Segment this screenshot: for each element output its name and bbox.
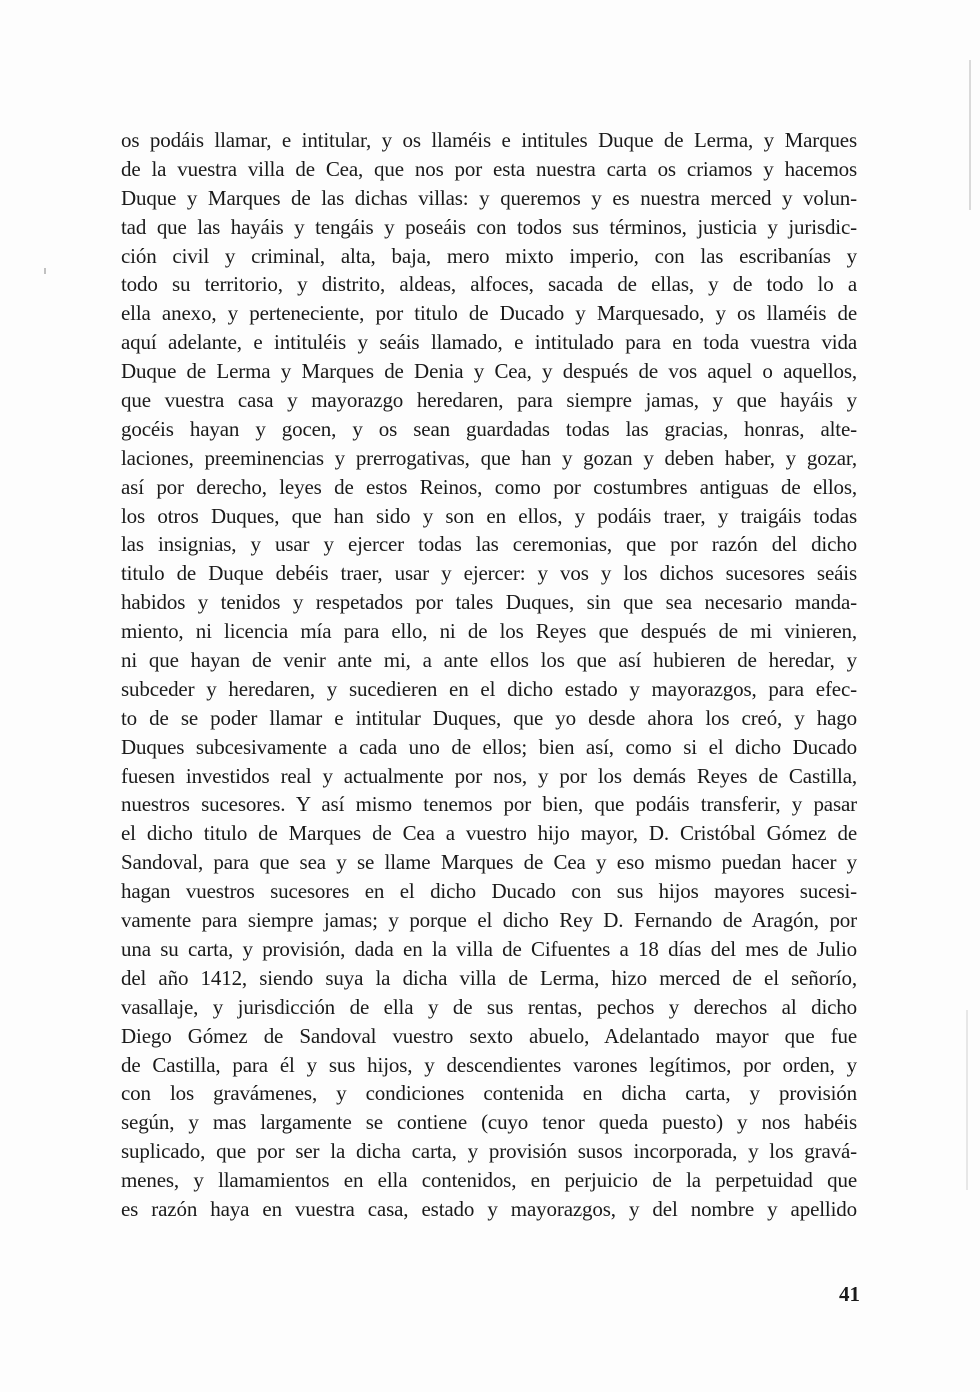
text-line: Diego Gómez de Sandoval vuestro sexto abuelo, Adelantado mayor que fue [121, 1023, 857, 1048]
text-line: vamente para siempre jamas; y porque el dicho Rey D. Fernando de Aragón, por [121, 908, 857, 933]
text-line: titulo de Duque debéis traer, usar y ejercer: y vos y los dichos sucesores seáis [121, 561, 857, 586]
text-line: laciones, preeminencias y prerrogativas, que han y gozan y deben haber, y gozar, [121, 445, 857, 470]
text-line: os podáis llamar, e intitular, y os llaméis e intitules Duque de Lerma, y Marques [121, 128, 857, 152]
text-line: ella anexo, y perteneciente, por titulo de Ducado y Marquesado, y os llaméis de [121, 301, 857, 326]
text-line: menes, y llamamientos en ella contenidos, en perjuicio de la perpetuidad que [121, 1168, 857, 1193]
text-line: fuesen investidos real y actualmente por nos, y por los demás Reyes de Castilla, [121, 763, 857, 788]
text-line: hagan vuestros sucesores en el dicho Ducado con sus hijos mayores sucesi- [121, 879, 857, 904]
text-line: ción civil y criminal, alta, baja, mero mixto imperio, con las escribanías y [121, 243, 857, 268]
text-line: tad que las hayáis y tengáis y poseáis con todos sus términos, justicia y jurisdic- [121, 214, 857, 239]
scan-edge-shadow [969, 60, 971, 210]
text-line: suplicado, que por ser la dicha carta, y provisión susos incorporada, y los gravá- [121, 1139, 857, 1164]
text-line: una su carta, y provisión, dada en la villa de Cifuentes a 18 días del mes de Julio [121, 936, 857, 961]
text-line: Sandoval, para que sea y se llame Marques de Cea y eso mismo puedan hacer y [121, 850, 857, 875]
text-line: de Castilla, para él y sus hijos, y descendientes varones legítimos, por orden, y [121, 1052, 857, 1077]
text-line: ni que hayan de venir ante mi, a ante ellos los que así hubieren de heredar, y [121, 648, 857, 673]
text-line: así por derecho, leyes de estos Reinos, como por costumbres antiguas de ellos, [121, 474, 857, 499]
text-line: que vuestra casa y mayorazgo heredaren, para siempre jamas, y que hayáis y [121, 388, 857, 413]
text-line: gocéis hayan y gocen, y os sean guardadas todas las gracias, honras, alte- [121, 416, 857, 441]
text-line: Duque de Lerma y Marques de Denia y Cea, y después de vos aquel o aquellos, [121, 359, 857, 384]
text-line: los otros Duques, que han sido y son en ellos, y podáis traer, y traigáis todas [121, 503, 857, 528]
text-line: del año 1412, siendo suya la dicha villa de Lerma, hizo merced de el señorío, [121, 965, 857, 990]
text-line: nuestros sucesores. Y así mismo tenemos por bien, que podáis transferir, y pasar [121, 792, 857, 817]
text-line: de la vuestra villa de Cea, que nos por esta nuestra carta os criamos y hacemos [121, 156, 857, 181]
text-line: aquí adelante, e intituléis y seáis llamado, e intitulado para en toda vuestra vida [121, 330, 857, 355]
text-line: todo su territorio, y distrito, aldeas, alfoces, sacada de ellas, y de todo lo a [121, 272, 857, 297]
scan-speck [44, 268, 46, 274]
text-line: las insignias, y usar y ejercer todas las ceremonias, que por razón del dicho [121, 532, 857, 557]
text-line: to de se poder llamar e intitular Duques, que yo desde ahora los creó, y hago [121, 705, 857, 730]
text-line: vasallaje, y jurisdicción de ella y de sus rentas, pechos y derechos al dicho [121, 994, 857, 1019]
text-line: habidos y tenidos y respetados por tales Duques, sin que sea necesario manda- [121, 590, 857, 615]
text-line: el dicho titulo de Marques de Cea a vuestro hijo mayor, D. Cristóbal Gómez de [121, 821, 857, 846]
text-line: miento, ni licencia mía para ello, ni de los Reyes que después de mi vinieren, [121, 619, 857, 644]
text-line: subceder y heredaren, y sucedieren en el dicho estado y mayorazgos, para efec- [121, 676, 857, 701]
text-line: Duque y Marques de las dichas villas: y queremos y es nuestra merced y volun- [121, 185, 857, 210]
text-line: según, y mas largamente se contiene (cuyo tenor queda puesto) y nos habéis [121, 1110, 857, 1135]
text-line: es razón haya en vuestra casa, estado y mayorazgos, y del nombre y apellido [121, 1196, 857, 1221]
scan-edge-shadow [966, 1010, 968, 1190]
page-number: 41 [839, 1282, 860, 1306]
body-text [121, 126, 857, 1224]
text-line: con los gravámenes, y condiciones contenida en dicha carta, y provisión [121, 1081, 857, 1106]
text-line: Duques subcesivamente a cada uno de ellos; bien así, como si el dicho Ducado [121, 734, 857, 759]
